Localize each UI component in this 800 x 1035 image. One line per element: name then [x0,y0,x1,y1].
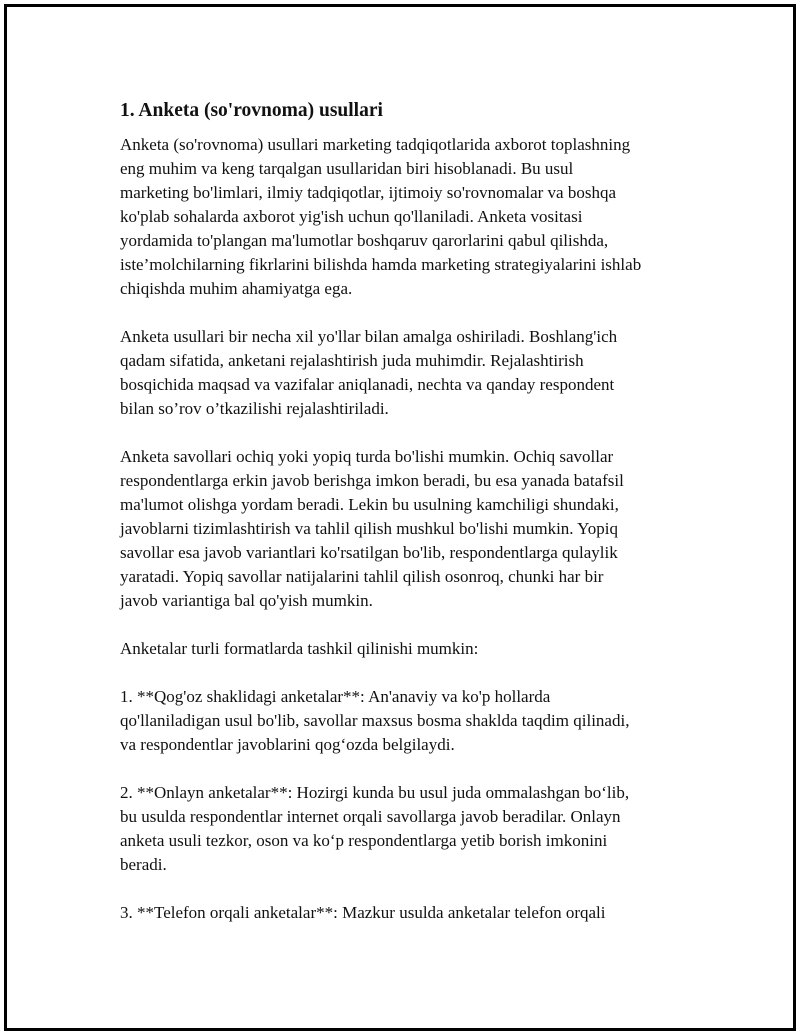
text-line: 3. **Telefon orqali anketalar**: Mazkur usulda anketalar telefon orqali [120,903,606,922]
list-item-online [120,781,700,877]
text-line: javoblarni tizimlashtirish va tahlil qilish mushkul bo'lishi mumkin. Yopiq [120,519,618,538]
text-line: savollar esa javob variantlari ko'rsatilgan bo'lib, respondentlarga qulaylik [120,543,618,562]
document-body [120,99,700,949]
text-line: eng muhim va keng tarqalgan usullaridan biri hisoblanadi. Bu usul [120,159,574,178]
paragraph-question-types [120,445,700,613]
text-line: yaratadi. Yopiq savollar natijalarini tahlil qilish osonroq, chunki har bir [120,567,604,586]
text-line: Anketalar turli formatlarda tashkil qilinishi mumkin: [120,639,479,658]
text-line: chiqishda muhim ahamiyatga ega. [120,279,353,298]
list-item-telephone [120,901,700,925]
text-line: respondentlarga erkin javob berishga imkon beradi, bu esa yanada batafsil [120,471,624,490]
text-line: bu usulda respondentlar internet orqali savollarga javob beradilar. Onlayn [120,807,621,826]
text-line: va respondentlar javoblarini qog‘ozda belgilaydi. [120,735,455,754]
list-item-paper [120,685,700,757]
text-line: 1. **Qog'oz shaklidagi anketalar**: An'anaviy va ko'p hollarda [120,687,551,706]
paragraph-planning [120,325,700,421]
text-line: beradi. [120,855,167,874]
text-line: qadam sifatida, anketani rejalashtirish juda muhimdir. Rejalashtirish [120,351,584,370]
text-line: Anketa savollari ochiq yoki yopiq turda bo'lishi mumkin. Ochiq savollar [120,447,614,466]
text-line: 2. **Onlayn anketalar**: Hozirgi kunda bu usul juda ommalashgan bo‘lib, [120,783,630,802]
text-line: Anketa usullari bir necha xil yo'llar bilan amalga oshiriladi. Boshlang'ich [120,327,618,346]
text-line: Anketa (so'rovnoma) usullari marketing tadqiqotlarida axborot toplashning [120,135,631,154]
paragraph-intro [120,133,700,301]
text-line: ma'lumot olishga yordam beradi. Lekin bu usulning kamchiligi shundaki, [120,495,619,514]
paragraph-formats-intro [120,637,700,661]
page-frame [4,4,796,1031]
text-line: javob variantiga bal qo'yish mumkin. [120,591,373,610]
text-line: qo'llaniladigan usul bo'lib, savollar maxsus bosma shaklda taqdim qilinadi, [120,711,630,730]
text-line: iste’molchilarning fikrlarini bilishda hamda marketing strategiyalarini ishlab [120,255,642,274]
text-line: bosqichida maqsad va vazifalar aniqlanadi, nechta va qanday respondent [120,375,615,394]
text-line: yordamida to'plangan ma'lumotlar boshqaruv qarorlarini qabul qilishda, [120,231,609,250]
section-heading: 1. Anketa (so'rovnoma) usullari [120,100,383,121]
text-line: anketa usuli tezkor, oson va ko‘p respondentlarga yetib borish imkonini [120,831,608,850]
text-line: ko'plab sohalarda axborot yig'ish uchun qo'llaniladi. Anketa vositasi [120,207,583,226]
text-line: marketing bo'limlari, ilmiy tadqiqotlar, ijtimoiy so'rovnomalar va boshqa [120,183,616,202]
text-line: bilan so’rov o’tkazilishi rejalashtiriladi. [120,399,389,418]
